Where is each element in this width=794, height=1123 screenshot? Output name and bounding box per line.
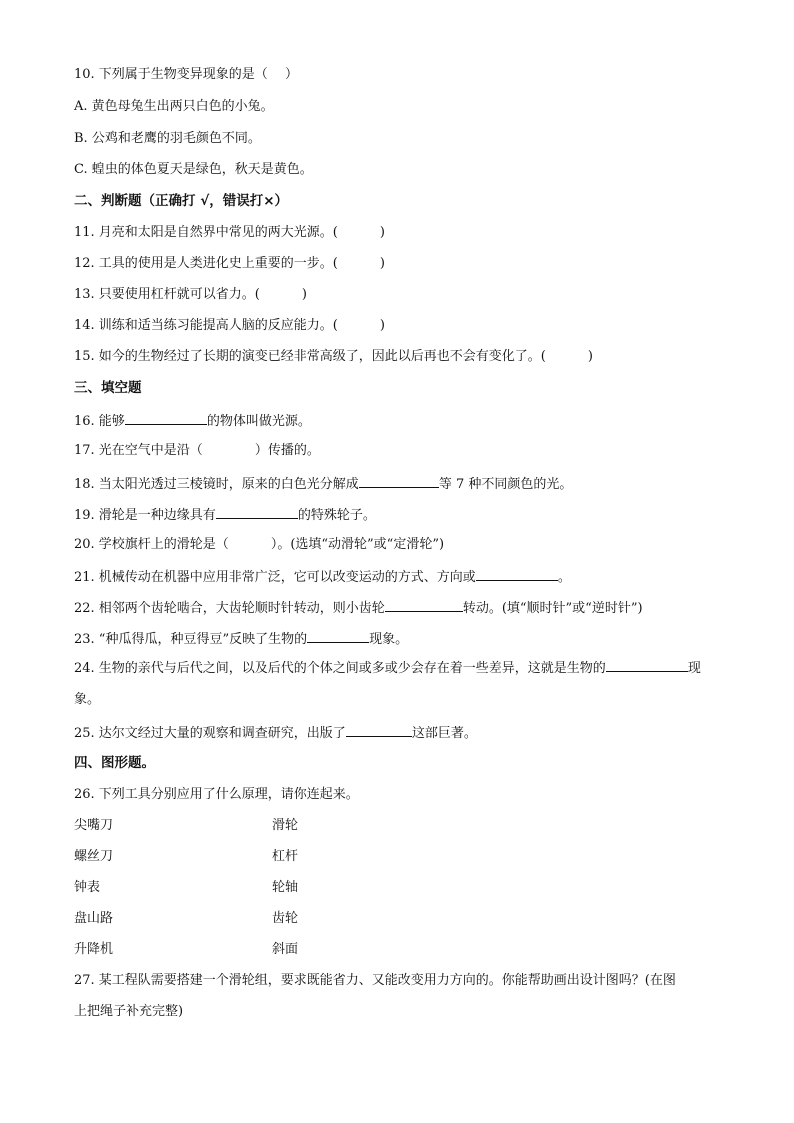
question-12-close: ) [379,256,385,271]
question-12 [74,256,385,272]
question-24-post: 现象。 [74,661,701,707]
question-16 [74,412,311,430]
question-16-pre: 16. 能够 [74,414,125,429]
question-14-close: ) [379,318,385,333]
match-row [74,849,299,865]
question-13 [74,287,307,303]
question-19 [74,506,376,524]
question-21-pre: 21. 机械传动在机器中应用非常广泛，它可以改变运动的方式、方向或 [74,570,476,585]
question-20-pre: 20. 学校旗杆上的滑轮是（ [74,537,229,552]
answer-blank[interactable] [346,724,412,737]
question-25 [74,724,477,742]
question-25-pre: 25. 达尔文经过大量的观察和调查研究，出版了 [74,726,346,741]
question-24-pre: 24. 生物的亲代与后代之间，以及后代的个体之间或多或少会存在着一些差异，这就是生物的 [74,661,606,676]
answer-blank[interactable] [359,475,439,488]
principle-item[interactable]: 轮轴 [272,880,299,895]
question-21-post: 。 [557,570,571,585]
question-15-close: ) [587,349,593,364]
principle-item[interactable]: 滑轮 [272,818,299,833]
question-17-pre: 17. 光在空气中是沿（ [74,443,203,458]
section-2-title: 二、判断题（正确打 √，错误打×） [74,193,289,209]
tool-item[interactable]: 钟表 [74,880,101,895]
question-18-pre: 18. 当太阳光透过三棱镜时，原来的白色光分解成 [74,477,359,492]
question-10-option-b: B. 公鸡和老鹰的羽毛颜色不同。 [74,131,261,146]
question-27-line-1: 27. 某工程队需要搭建一个滑轮组，要求既能省力、又能改变用力方向的。你能帮助画出设计图吗？(在图 [74,973,676,988]
tool-item[interactable]: 尖嘴刀 [74,818,114,833]
question-10-stem: 10. 下列属于生物变异现象的是（ ） [74,67,298,82]
question-14-text: 14. 训练和适当练习能提高人脑的反应能力。( [74,318,338,333]
answer-blank[interactable] [125,412,207,425]
answer-blank[interactable] [216,506,298,519]
question-22-post: 转动。(填“顺时针”或“逆时针”) [462,601,643,616]
question-10-option-c: C. 蝗虫的体色夏天是绿色，秋天是黄色。 [74,162,313,177]
match-row [74,942,299,958]
principle-item[interactable]: 齿轮 [272,911,299,926]
answer-blank[interactable] [606,659,688,672]
question-22 [74,599,643,617]
match-row [74,911,299,927]
question-15-text: 15. 如今的生物经过了长期的演变已经非常高级了，因此以后再也不会有变化了。( [74,349,546,364]
section-4-title: 四、图形题。 [74,755,155,771]
match-row [74,880,299,896]
question-12-text: 12. 工具的使用是人类进化史上重要的一步。( [74,256,338,271]
match-row [74,818,299,834]
question-22-pre: 22. 相邻两个齿轮啮合，大齿轮顺时针转动，则小齿轮 [74,601,385,616]
tool-item[interactable]: 螺丝刀 [74,849,114,864]
tool-item[interactable]: 盘山路 [74,911,114,926]
question-20 [74,537,444,553]
question-14 [74,318,385,334]
question-10-option-a: A. 黄色母兔生出两只白色的小兔。 [74,99,274,114]
question-24 [74,653,724,715]
question-23-pre: 23. “种瓜得瓜，种豆得豆”反映了生物的 [74,632,308,647]
question-13-text: 13. 只要使用杠杆就可以省力。( [74,287,260,302]
question-20-post: ）。(选填“动滑轮”或“定滑轮”) [270,537,445,552]
question-11-close: ) [379,225,385,240]
question-27-line-2: 上把绳子补充完整) [74,1004,184,1019]
question-23 [74,630,408,648]
question-26: 26. 下列工具分别应用了什么原理，请你连起来。 [74,787,359,802]
question-18-post: 等 7 种不同颜色的光。 [438,477,573,492]
question-23-post: 现象。 [369,632,409,647]
question-11-text: 11. 月亮和太阳是自然界中常见的两大光源。( [74,225,338,240]
question-25-post: 这部巨著。 [411,726,477,741]
question-15 [74,349,593,365]
question-13-close: ) [301,287,307,302]
question-16-post: 的物体叫做光源。 [206,414,311,429]
question-18 [74,475,572,493]
section-3-title: 三、填空题 [74,380,142,396]
question-19-pre: 19. 滑轮是一种边缘具有 [74,508,216,523]
answer-blank[interactable] [307,630,369,643]
tool-item[interactable]: 升降机 [74,942,114,957]
answer-blank[interactable] [385,599,463,612]
question-21 [74,568,571,586]
principle-item[interactable]: 杠杆 [272,849,299,864]
question-19-post: 的特殊轮子。 [297,508,376,523]
question-17 [74,443,320,459]
principle-item[interactable]: 斜面 [272,942,299,957]
answer-blank[interactable] [476,568,558,581]
question-17-post: ）传播的。 [254,443,320,458]
question-11 [74,225,385,241]
